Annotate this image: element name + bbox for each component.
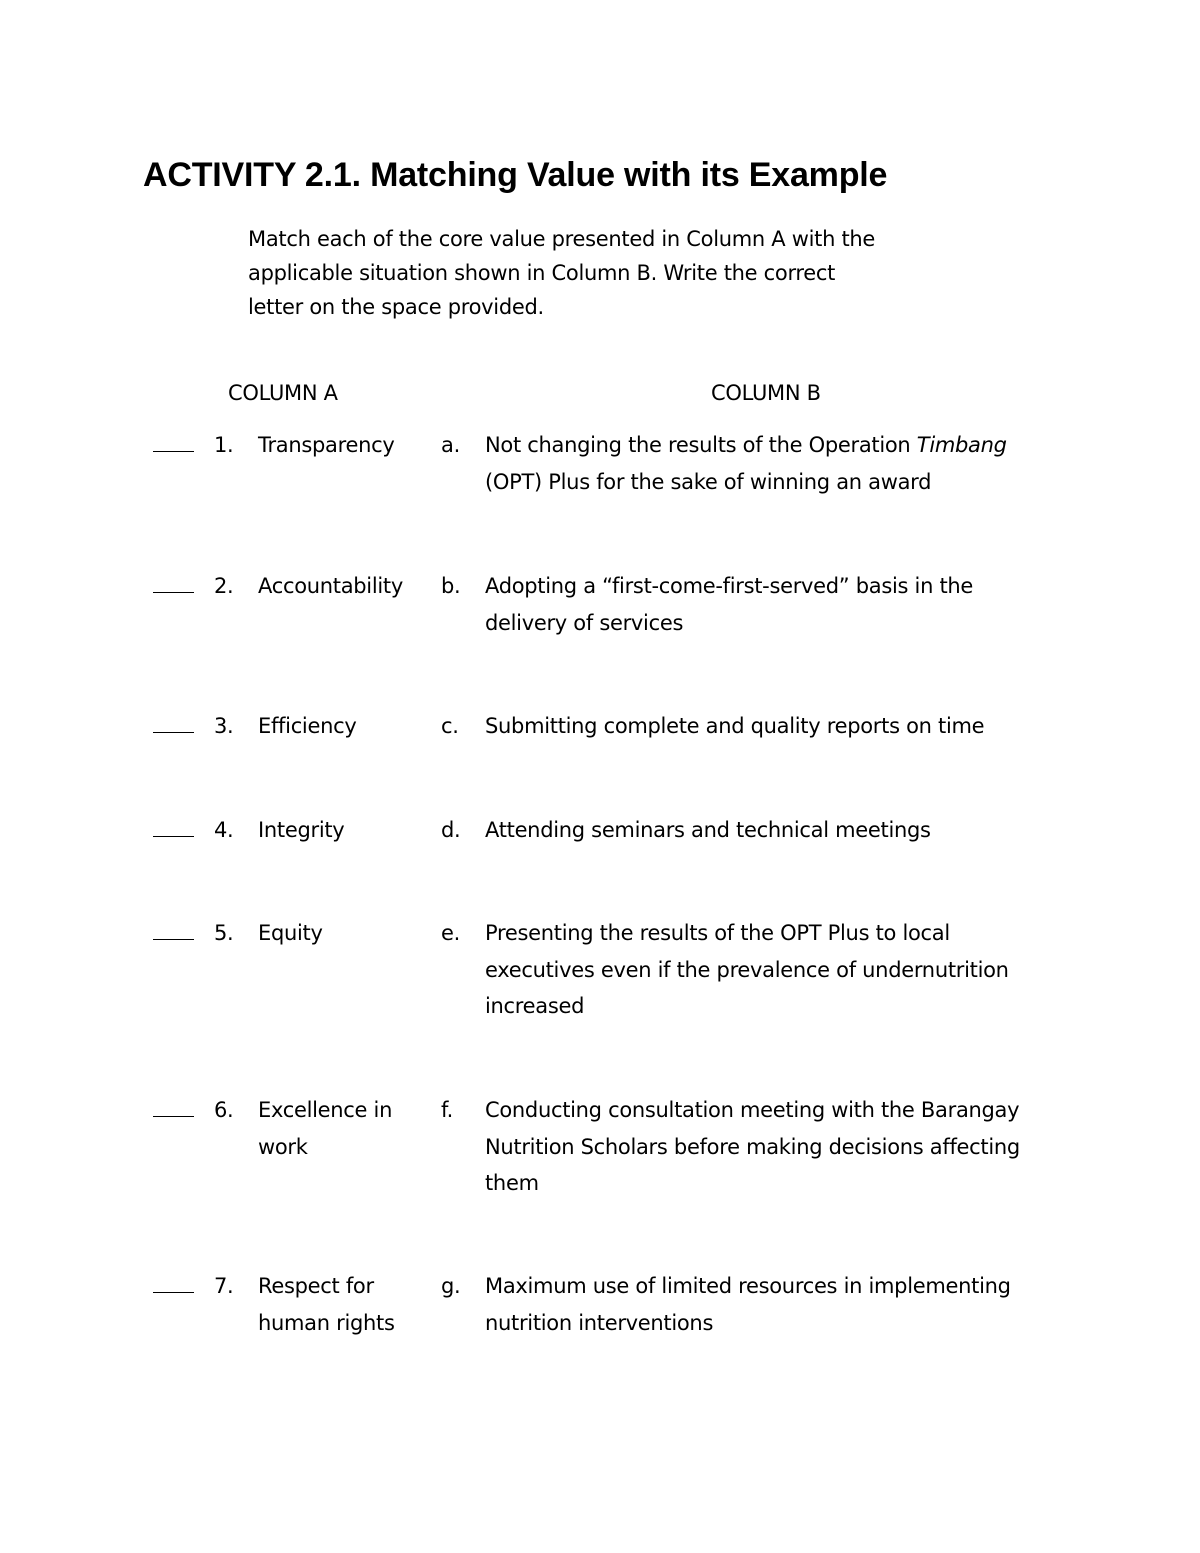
situation-letter: e.	[441, 921, 460, 945]
situation-line: Presenting the results of the OPT Plus to local	[485, 921, 950, 945]
item-number: 1.	[214, 433, 234, 457]
core-value-term-line: Equity	[258, 921, 323, 945]
item-number: 2.	[214, 574, 234, 598]
situation-line: Adopting a “first-come-first-served” basis in the	[485, 574, 974, 598]
situation-italic-term: Timbang	[916, 433, 1007, 457]
situation-text	[485, 708, 1085, 745]
situation-text	[485, 812, 1085, 849]
situation-letter: c.	[441, 714, 459, 738]
situation-line: nutrition interventions	[485, 1310, 714, 1335]
situation-line: Submitting complete and quality reports on time	[485, 714, 985, 738]
situation-text	[485, 1092, 1085, 1202]
column-a-header: COLUMN A	[228, 381, 338, 405]
situation-line: Conducting consultation meeting with the Barangay	[485, 1098, 1020, 1122]
core-value-term	[258, 812, 428, 849]
page-title: ACTIVITY 2.1. Matching Value with its Example	[143, 156, 888, 194]
situation-line: increased	[485, 994, 585, 1018]
core-value-term-line: Transparency	[258, 433, 395, 457]
core-value-term-line: Respect for	[258, 1274, 374, 1298]
answer-blank[interactable]	[153, 939, 194, 940]
situation-text	[485, 915, 1085, 1025]
item-number: 3.	[214, 714, 234, 738]
item-number: 6.	[214, 1098, 234, 1122]
situation-letter: b.	[441, 574, 461, 598]
instructions-line: letter on the space provided.	[248, 295, 544, 319]
situation-line: executives even if the prevalence of undernutrition	[485, 957, 1009, 982]
core-value-term-line: Excellence in	[258, 1098, 393, 1122]
situation-line: delivery of services	[485, 610, 684, 635]
core-value-term-line: Efficiency	[258, 714, 357, 738]
situation-line: Maximum use of limited resources in implementing	[485, 1274, 1011, 1298]
situation-line: them	[485, 1171, 539, 1195]
item-number: 5.	[214, 921, 234, 945]
core-value-term	[258, 568, 428, 605]
situation-text	[485, 568, 1085, 641]
situation-line: Attending seminars and technical meetings	[485, 818, 931, 842]
core-value-term	[258, 915, 428, 952]
core-value-term-line: Accountability	[258, 574, 403, 598]
situation-text	[485, 1268, 1085, 1341]
situation-text-segment: Not changing the results of the Operation	[485, 433, 917, 457]
situation-letter: f.	[441, 1098, 453, 1122]
instructions-line: Match each of the core value presented in Column A with the	[248, 227, 876, 251]
answer-blank[interactable]	[153, 836, 194, 837]
core-value-term	[258, 708, 428, 745]
situation-line: (OPT) Plus for the sake of winning an award	[485, 469, 932, 494]
instructions	[248, 222, 968, 324]
situation-letter: a.	[441, 433, 460, 457]
answer-blank[interactable]	[153, 732, 194, 733]
core-value-term-line: work	[258, 1134, 308, 1159]
situation-line: Nutrition Scholars before making decisions affecting	[485, 1134, 1020, 1159]
answer-blank[interactable]	[153, 451, 194, 452]
item-number: 4.	[214, 818, 234, 842]
answer-blank[interactable]	[153, 592, 194, 593]
situation-line	[485, 427, 1085, 464]
core-value-term	[258, 1268, 428, 1341]
situation-text	[485, 427, 1085, 500]
core-value-term-line: human rights	[258, 1310, 395, 1335]
core-value-term	[258, 427, 428, 464]
answer-blank[interactable]	[153, 1116, 194, 1117]
instructions-line: applicable situation shown in Column B. Write the correct	[248, 261, 836, 285]
item-number: 7.	[214, 1274, 234, 1298]
column-b-header: COLUMN B	[711, 381, 821, 405]
answer-blank[interactable]	[153, 1292, 194, 1293]
core-value-term	[258, 1092, 428, 1165]
situation-letter: d.	[441, 818, 461, 842]
core-value-term-line: Integrity	[258, 818, 345, 842]
situation-letter: g.	[441, 1274, 461, 1298]
